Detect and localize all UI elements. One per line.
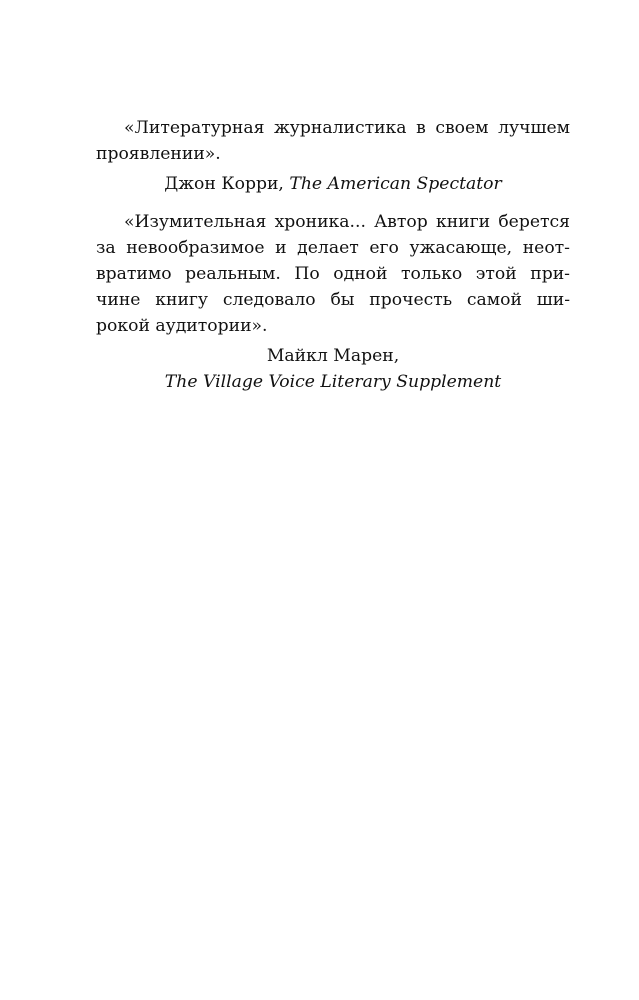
quote-line: за невообразимое и делает его ужасающе, неот-	[96, 238, 570, 258]
quote-line: вратимо реальным. По одной только этой при-	[96, 264, 570, 284]
attribution-author: Джон Корри,	[164, 174, 290, 194]
quote-line: «Изумительная хроника... Автор книги берется	[124, 212, 570, 232]
quote-attribution-publication: The Village Voice Literary Supplement	[164, 372, 502, 392]
quote-line: «Литературная журналистика в своем лучшем	[124, 118, 570, 138]
quote-block-2	[96, 209, 570, 395]
quote-line: проявлении».	[96, 144, 221, 164]
quote-line: рокой аудитории».	[96, 316, 268, 336]
quote-attribution-author: Майкл Марен,	[266, 346, 400, 366]
quote-line: чине книгу следовало бы прочесть самой ши-	[96, 290, 570, 310]
quote-block-1	[96, 115, 570, 197]
quote-attribution	[96, 171, 570, 197]
attribution-publication: The American Spectator	[289, 174, 502, 194]
